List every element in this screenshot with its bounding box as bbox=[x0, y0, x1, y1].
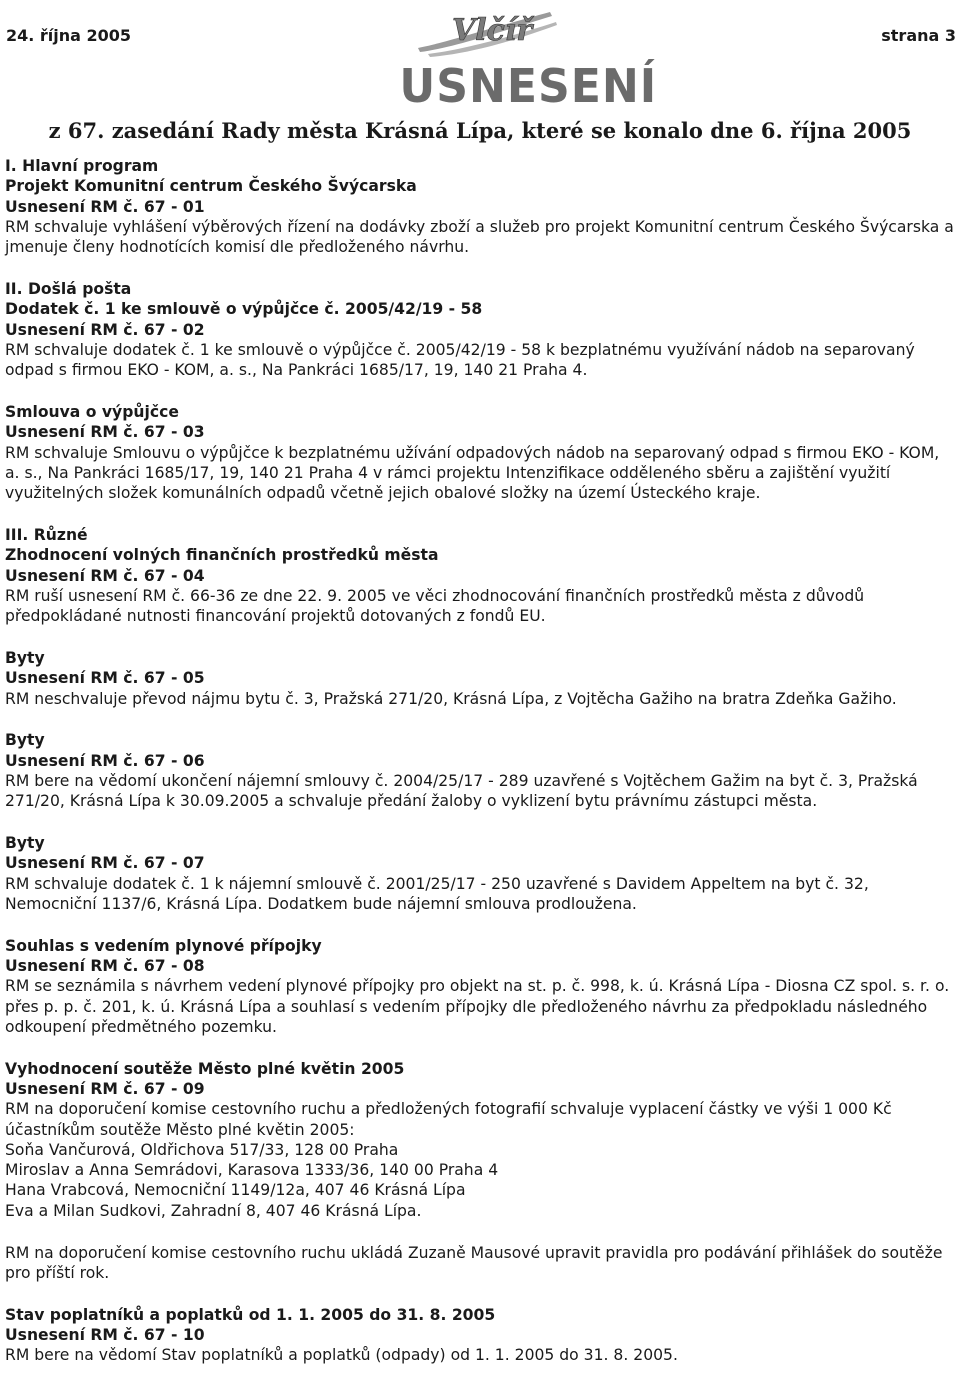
section-heading: Zhodnocení volných finančních prostředků města bbox=[5, 546, 439, 565]
resolutions-body bbox=[5, 156, 957, 1366]
section-heading: II. Došlá pošta bbox=[5, 279, 132, 298]
body-text: RM na doporučení komise cestovního ruchu ukládá Zuzaně Mausové upravit pravidla pro podávání přihlášek do soutěže pro příští rok. bbox=[5, 1243, 943, 1282]
section-heading: Usnesení RM č. 67 - 05 bbox=[5, 669, 205, 688]
body-text: Eva a Milan Sudkovi, Zahradní 8, 407 46 Krásná Lípa. bbox=[5, 1201, 422, 1220]
document-title-text: USNESENÍ bbox=[399, 59, 657, 113]
section-heading: Usnesení RM č. 67 - 06 bbox=[5, 751, 205, 770]
resolution-block bbox=[5, 525, 957, 626]
section-heading: Usnesení RM č. 67 - 07 bbox=[5, 854, 205, 873]
body-text: RM neschvaluje převod nájmu bytu č. 3, Pražská 271/20, Krásná Lípa, z Vojtěcha Gažiho na bratra Zdeňka Gažiho. bbox=[5, 689, 897, 708]
block-spacer bbox=[5, 1037, 957, 1059]
body-text: RM na doporučení komise cestovního ruchu a předložených fotografií schvaluje vyplacení částky ve výši 1 000 Kč účastníkům soutěže Město plné květin 2005: bbox=[5, 1100, 892, 1139]
section-heading: Vyhodnocení soutěže Město plné květin 2005 bbox=[5, 1059, 405, 1078]
section-heading: Usnesení RM č. 67 - 02 bbox=[5, 320, 205, 339]
logo-mark bbox=[410, 4, 560, 58]
block-spacer bbox=[5, 503, 957, 525]
section-heading: Usnesení RM č. 67 - 08 bbox=[5, 957, 205, 975]
body-text: RM schvaluje Smlouvu o výpůjčce k bezplatnému užívání odpadových nádob na separovaný odpad s firmou EKO - KOM, a. s., Na Pankráci 1685/17, 19, 140 21 Praha 4 v rámci projektu Intenzifikace odděleného sběru a zajištění využití využitelných složek komunálních odpadů včetně jejich obalové složky na území Ústeckého kraje. bbox=[5, 443, 940, 503]
block-spacer bbox=[5, 1221, 957, 1243]
resolution-block bbox=[5, 1305, 957, 1366]
section-heading: III. Různé bbox=[5, 525, 88, 544]
section-heading: Usnesení RM č. 67 - 03 bbox=[5, 423, 205, 442]
newspaper-logo bbox=[410, 4, 560, 58]
section-heading: Byty bbox=[5, 731, 45, 750]
resolution-block bbox=[5, 279, 957, 380]
section-heading: Usnesení RM č. 67 - 04 bbox=[5, 566, 205, 585]
block-spacer bbox=[5, 914, 957, 936]
section-heading: I. Hlavní program bbox=[5, 157, 159, 175]
body-text: RM schvaluje vyhlášení výběrových řízení na dodávky zboží a služeb pro projekt Komunitní centrum Českého Švýcarska a jmenuje členy hodnotících komisí dle předloženého návrhu. bbox=[5, 217, 954, 257]
body-text: Soňa Vančurová, Oldřichova 517/33, 128 00 Praha bbox=[5, 1140, 399, 1159]
section-heading: Usnesení RM č. 67 - 09 bbox=[5, 1079, 205, 1098]
page-number: strana 3 bbox=[881, 26, 956, 45]
resolution-block bbox=[5, 730, 957, 811]
resolution-block bbox=[5, 1059, 957, 1221]
section-heading: Usnesení RM č. 67 - 10 bbox=[5, 1325, 205, 1344]
body-text: Miroslav a Anna Semrádovi, Karasova 1333/36, 140 00 Praha 4 bbox=[5, 1161, 499, 1180]
body-text: RM ruší usnesení RM č. 66-36 ze dne 22. 9. 2005 ve věci zhodnocování finančních prostředků města z důvodů předpokládané nutnosti financování projektů dotovaných z fondů EU. bbox=[5, 586, 865, 626]
document-title bbox=[0, 58, 960, 114]
resolution-block bbox=[5, 1243, 957, 1284]
section-heading: Dodatek č. 1 ke smlouvě o výpůjčce č. 2005/42/19 - 58 bbox=[5, 300, 483, 319]
resolution-block bbox=[5, 156, 957, 257]
document-subtitle: z 67. zasedání Rady města Krásná Lípa, které se konalo dne 6. října 2005 bbox=[48, 118, 912, 143]
resolution-block bbox=[5, 833, 957, 914]
body-text: RM schvaluje dodatek č. 1 ke smlouvě o výpůjčce č. 2005/42/19 - 58 k bezplatnému využívání nádob na separovaný odpad s firmou EKO - KOM, a. s., Na Pankráci 1685/17, 19, 140 21 Praha 4. bbox=[5, 340, 915, 380]
section-heading: Byty bbox=[5, 648, 45, 667]
section-heading: Smlouva o výpůjčce bbox=[5, 402, 179, 421]
section-heading: Usnesení RM č. 67 - 01 bbox=[5, 197, 205, 216]
body-text: RM bere na vědomí Stav poplatníků a poplatků (odpady) od 1. 1. 2005 do 31. 8. 2005. bbox=[5, 1346, 678, 1365]
body-text: RM schvaluje dodatek č. 1 k nájemní smlouvě č. 2001/25/17 - 250 uzavřené s Davidem Appeltem na byt č. 32, Nemocniční 1137/6, Krásná Lípa. Dodatkem bude nájemní smlouva prodloužena. bbox=[5, 874, 869, 913]
section-heading: Byty bbox=[5, 834, 45, 853]
resolution-block bbox=[5, 402, 957, 503]
body-text: RM bere na vědomí ukončení nájemní smlouvy č. 2004/25/17 - 289 uzavřené s Vojtěchem Gažim na byt č. 3, Pražská 271/20, Krásná Lípa k 30.09.2005 a schvaluje předání žaloby o vyklizení bytu právnímu zástupci města. bbox=[5, 771, 918, 811]
page-header bbox=[0, 0, 960, 62]
resolution-block bbox=[5, 648, 957, 709]
svg-text:Vlčíř: Vlčíř bbox=[452, 13, 533, 48]
section-heading: Souhlas s vedením plynové přípojky bbox=[5, 936, 322, 955]
block-spacer bbox=[5, 626, 957, 648]
resolution-block bbox=[5, 936, 957, 1037]
block-spacer bbox=[5, 709, 957, 731]
section-heading: Projekt Komunitní centrum Českého Švýcarska bbox=[5, 177, 417, 196]
body-text: RM se seznámila s návrhem vedení plynové přípojky pro objekt na st. p. č. 998, k. ú. Krásná Lípa - Diosna CZ spol. s. r. o. přes p. p. č. 201, k. ú. Krásná Lípa a souhlasí s vedením přípojky dle předloženého návrhu za předpokladu následného odkoupení předmětného pozemku. bbox=[5, 977, 950, 1036]
block-spacer bbox=[5, 1283, 957, 1305]
issue-date: 24. října 2005 bbox=[6, 26, 132, 45]
body-text: Hana Vrabcová, Nemocniční 1149/12a, 407 46 Krásná Lípa bbox=[5, 1181, 466, 1200]
block-spacer bbox=[5, 257, 957, 279]
block-spacer bbox=[5, 812, 957, 834]
block-spacer bbox=[5, 380, 957, 402]
section-heading: Stav poplatníků a poplatků od 1. 1. 2005 do 31. 8. 2005 bbox=[5, 1305, 496, 1324]
